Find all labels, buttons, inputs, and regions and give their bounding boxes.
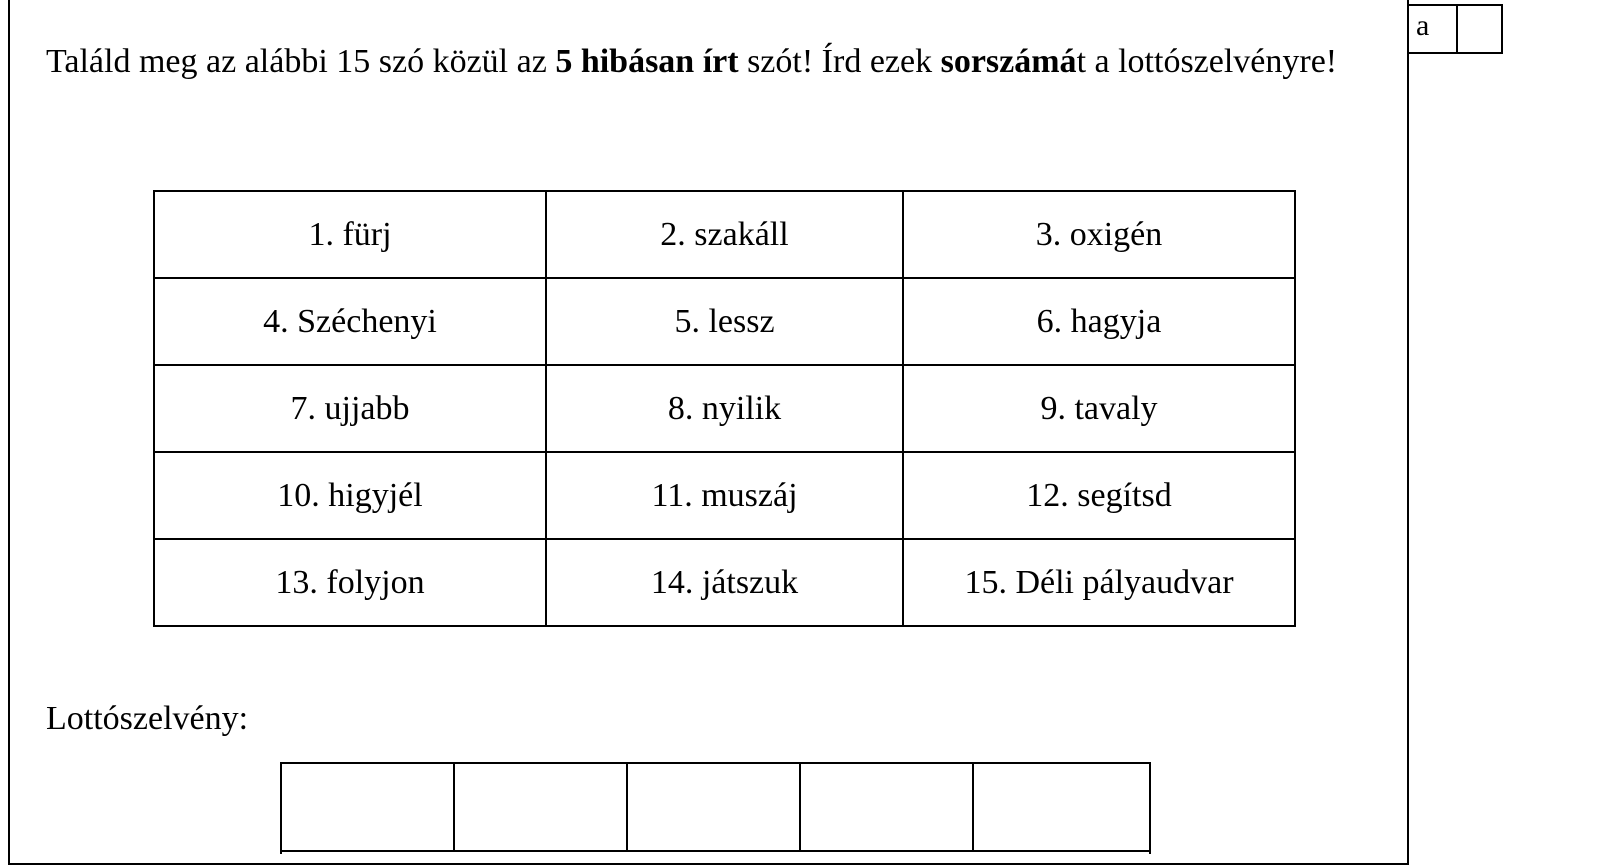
table-row (154, 452, 1295, 539)
word-cell: 12. segítsd (903, 452, 1295, 539)
word-cell: 6. hagyja (903, 278, 1295, 365)
word-table (153, 190, 1296, 627)
lottery-ticket (280, 762, 1151, 854)
word-cell: 1. fürj (154, 191, 546, 278)
word-cell: 9. tavaly (903, 365, 1295, 452)
ticket-slot-3[interactable] (628, 764, 801, 852)
instruction-bold-count: 5 hibásan írt (555, 43, 739, 80)
word-cell: 7. ujjabb (154, 365, 546, 452)
table-row (154, 365, 1295, 452)
table-row (154, 191, 1295, 278)
word-cell: 11. muszáj (546, 452, 903, 539)
word-cell: 14. játszuk (546, 539, 903, 626)
instruction-part2: szót! Írd ezek (738, 43, 941, 80)
table-row (154, 539, 1295, 626)
ticket-slot-1[interactable] (282, 764, 455, 852)
ticket-slot-2[interactable] (455, 764, 628, 852)
task-frame (8, 0, 1409, 865)
word-cell: 2. szakáll (546, 191, 903, 278)
instruction-bold-number: sorszámá (940, 43, 1077, 80)
word-cell: 15. Déli pályaudvar (903, 539, 1295, 626)
word-cell: 4. Széchenyi (154, 278, 546, 365)
ticket-slot-5[interactable] (974, 764, 1149, 852)
word-cell: 8. nyilik (546, 365, 903, 452)
table-row (154, 278, 1295, 365)
score-label: a (1408, 4, 1456, 54)
instruction-part1: Találd meg az alábbi 15 szó közül az (46, 43, 556, 80)
word-cell: 10. higyjél (154, 452, 546, 539)
ticket-label: Lottószelvény: (46, 700, 249, 737)
score-cell[interactable] (1456, 4, 1503, 54)
word-cell: 5. lessz (546, 278, 903, 365)
score-box (1408, 4, 1503, 54)
word-cell: 13. folyjon (154, 539, 546, 626)
word-cell: 3. oxigén (903, 191, 1295, 278)
ticket-slot-4[interactable] (801, 764, 974, 852)
instruction-part3: t a lottószelvényre! (1076, 43, 1338, 80)
instruction-text (46, 30, 1396, 94)
